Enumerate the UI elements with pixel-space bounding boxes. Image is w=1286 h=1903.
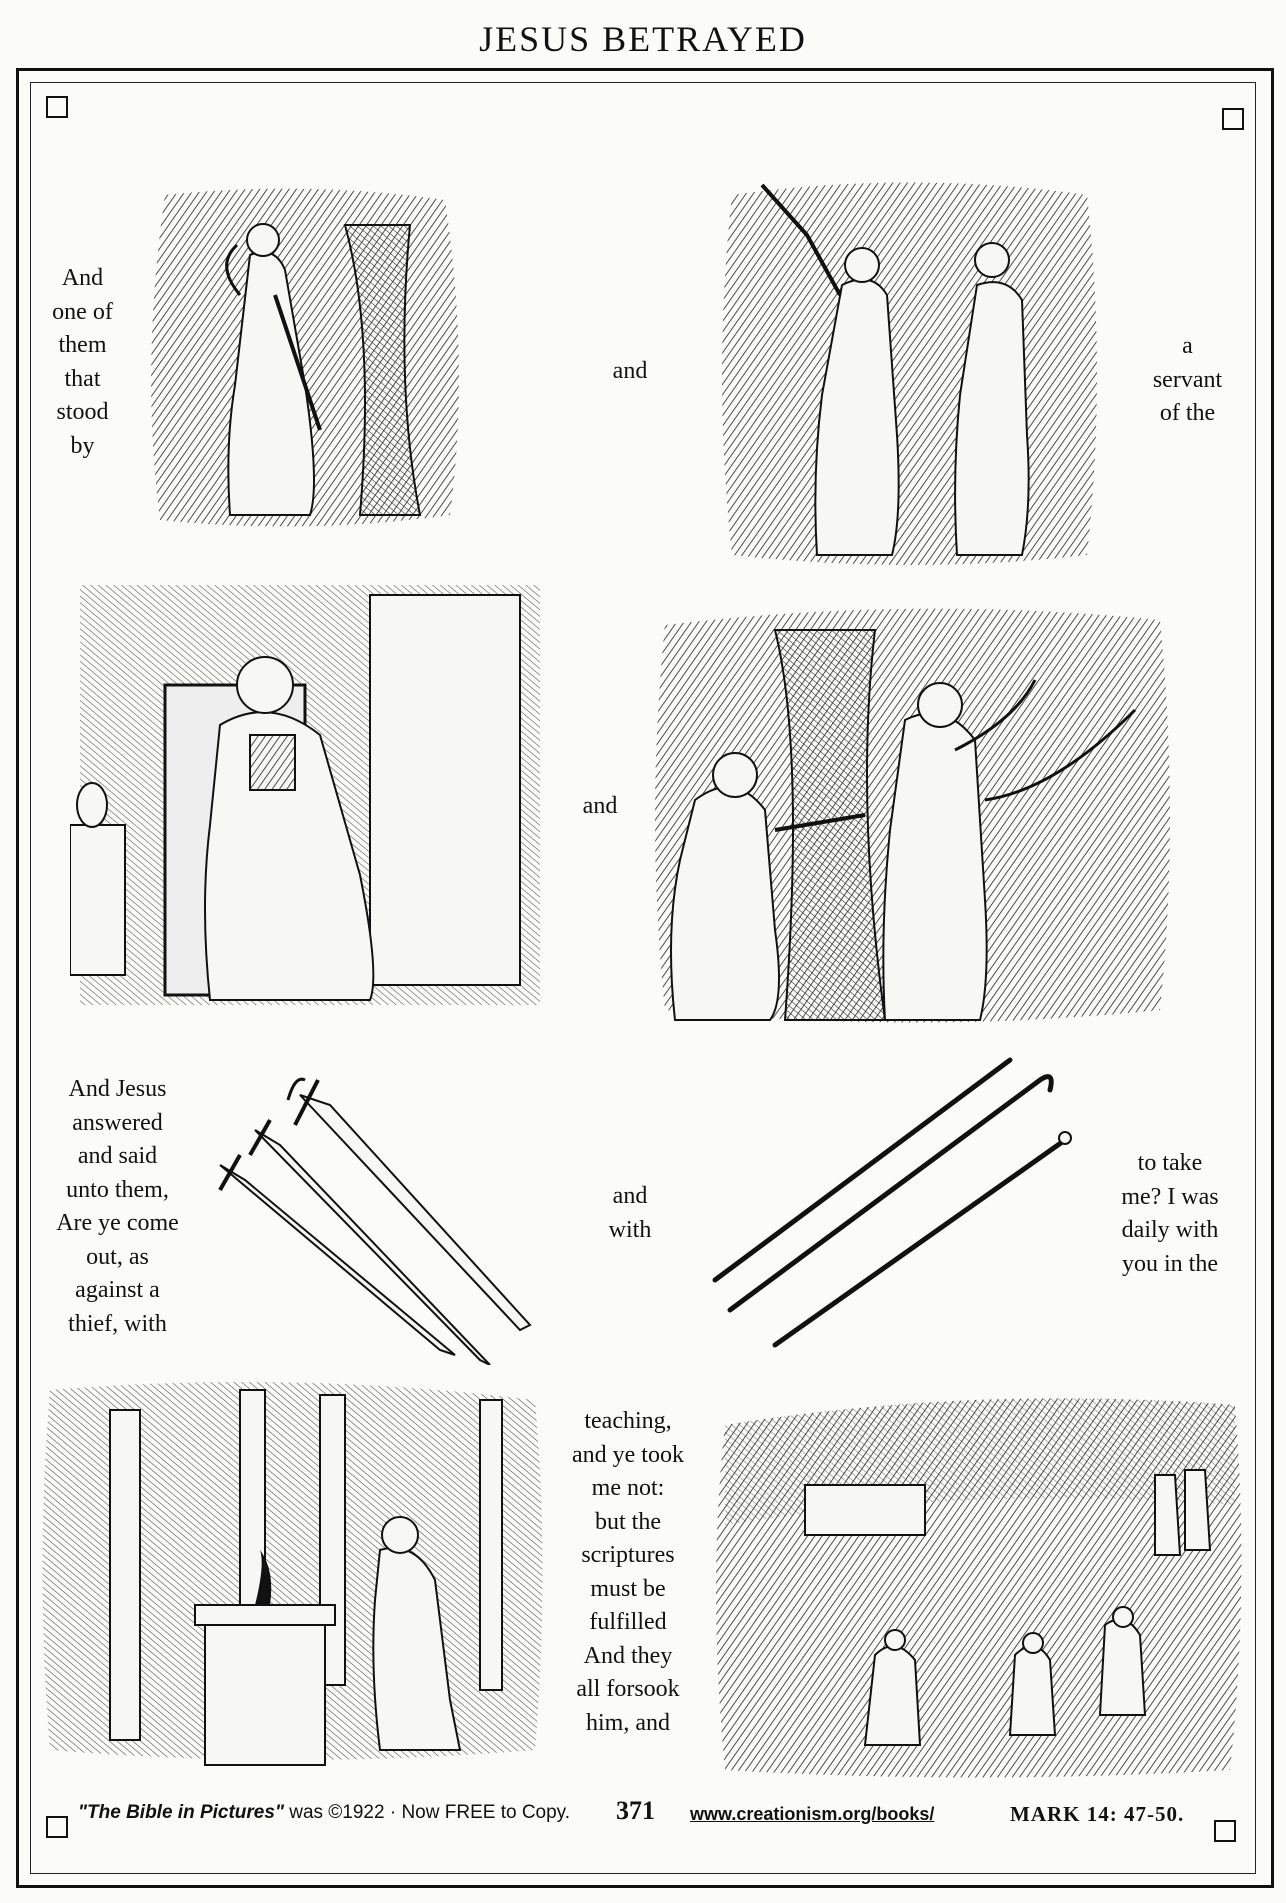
caption-teaching: teaching, and ye took me not: but the scriptures must be fulfilled And they all forsook him, and [572,1408,684,1736]
illustration-servant-ear-struck [655,600,1175,1028]
caption-to-take-me: to take me? I was daily with you in the [1121,1150,1219,1277]
footer-copyright-notice: was ©1922 · Now FREE to Copy. [283,1802,571,1823]
corner-ornament-top-left [46,96,68,118]
scripture-reference: MARK 14: 47-50. [1010,1802,1185,1826]
footer-copyright [78,1802,570,1824]
caption-and-one-of-them: And one of them that stood by [52,265,113,459]
corner-ornament-top-right [1222,108,1244,130]
illustration-peter-raising-sword [722,175,1100,570]
caption-and-1: and [612,358,648,384]
illustration-swords [200,1055,545,1365]
footer-url-link[interactable]: www.creationism.org/books/ [690,1804,935,1824]
illustration-temple-praying [40,1370,545,1770]
illustration-disciples-fleeing [715,1385,1247,1785]
illustration-high-priest-seated [70,575,548,1015]
illustration-man-by-tree [145,185,465,535]
caption-and-jesus-answered: And Jesus answered and said unto them, Are ye come out, as against a thief, with [56,1076,179,1337]
page-number: 371 [616,1796,655,1825]
caption-and-with: and with [608,1183,652,1243]
caption-and-2: and [582,793,618,819]
page-title: JESUS BETRAYED [479,19,807,59]
caption-a-servant-of-the: a servant of the [1152,333,1223,426]
page-footer [60,1796,1240,1836]
illustration-staves [710,1055,1080,1355]
footer-book-title: "The Bible in Pictures" [78,1802,284,1823]
